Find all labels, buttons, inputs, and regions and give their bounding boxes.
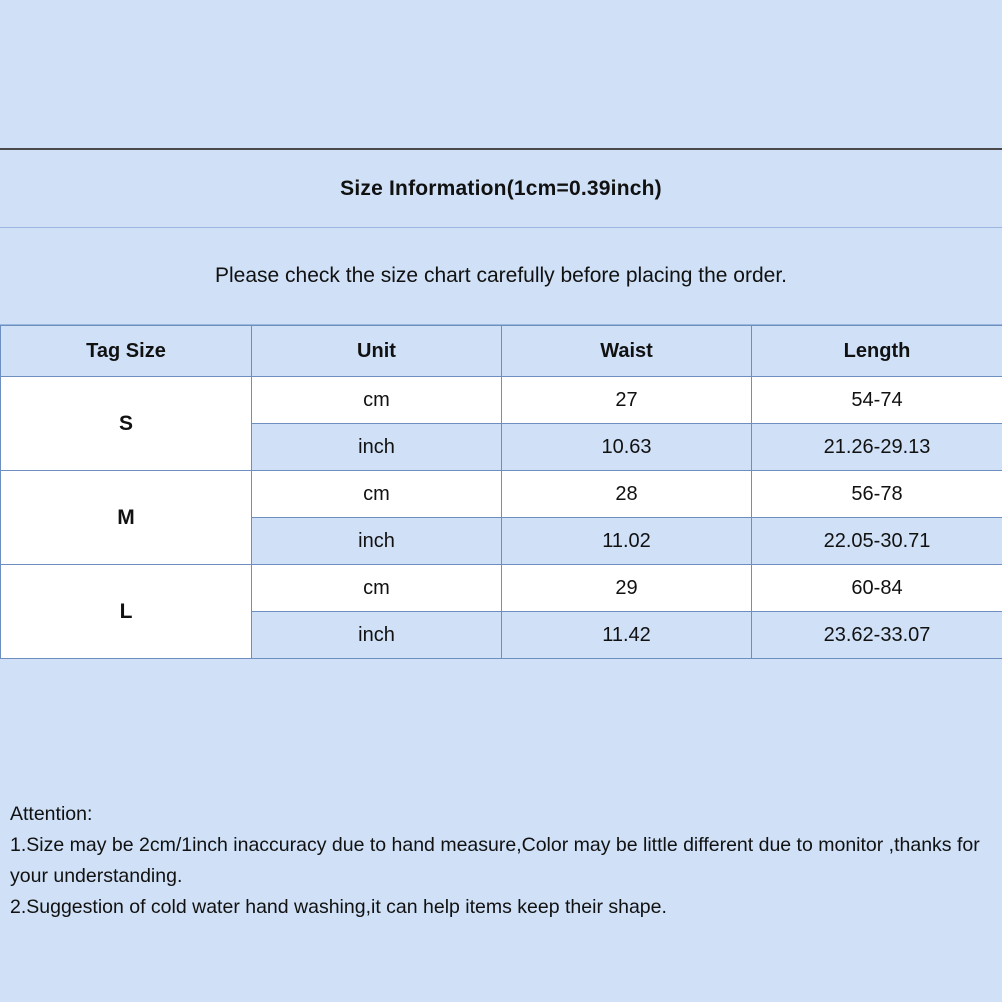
attention-block [0,771,1002,923]
cell-unit: inch [252,612,502,659]
cell-waist: 10.63 [502,424,752,471]
attention-heading: Attention: [10,803,93,825]
attention-note-1: 1.Size may be 2cm/1inch inaccuracy due to hand measure,Color may be little different due to monitor ,thanks for your understanding. [10,834,980,887]
cell-unit: cm [252,377,502,424]
column-header-length: Length [752,326,1002,377]
cell-waist: 29 [502,565,752,612]
cell-tag-size: M [1,471,252,565]
chart-subtitle-row [0,228,1002,325]
column-header-tag-size: Tag Size [1,326,252,377]
cell-tag-size: L [1,565,252,659]
cell-tag-size: S [1,377,252,471]
column-header-unit: Unit [252,326,502,377]
table-row [1,377,1002,424]
cell-unit: cm [252,565,502,612]
chart-title-row [0,150,1002,228]
cell-length: 23.62-33.07 [752,612,1002,659]
attention-note-2: 2.Suggestion of cold water hand washing,it can help items keep their shape. [10,896,667,918]
size-table [0,325,1002,659]
cell-unit: inch [252,424,502,471]
cell-length: 21.26-29.13 [752,424,1002,471]
chart-subtitle: Please check the size chart carefully before placing the order. [215,264,787,287]
cell-length: 54-74 [752,377,1002,424]
size-chart-panel [0,148,1002,918]
cell-waist: 27 [502,377,752,424]
page-title: Size Information(1cm=0.39inch) [340,176,662,200]
cell-waist: 28 [502,471,752,518]
cell-length: 60-84 [752,565,1002,612]
cell-length: 22.05-30.71 [752,518,1002,565]
cell-unit: inch [252,518,502,565]
table-row [1,471,1002,518]
table-row [1,565,1002,612]
table-header-row [1,326,1002,377]
column-header-waist: Waist [502,326,752,377]
cell-waist: 11.42 [502,612,752,659]
cell-unit: cm [252,471,502,518]
cell-waist: 11.02 [502,518,752,565]
cell-length: 56-78 [752,471,1002,518]
